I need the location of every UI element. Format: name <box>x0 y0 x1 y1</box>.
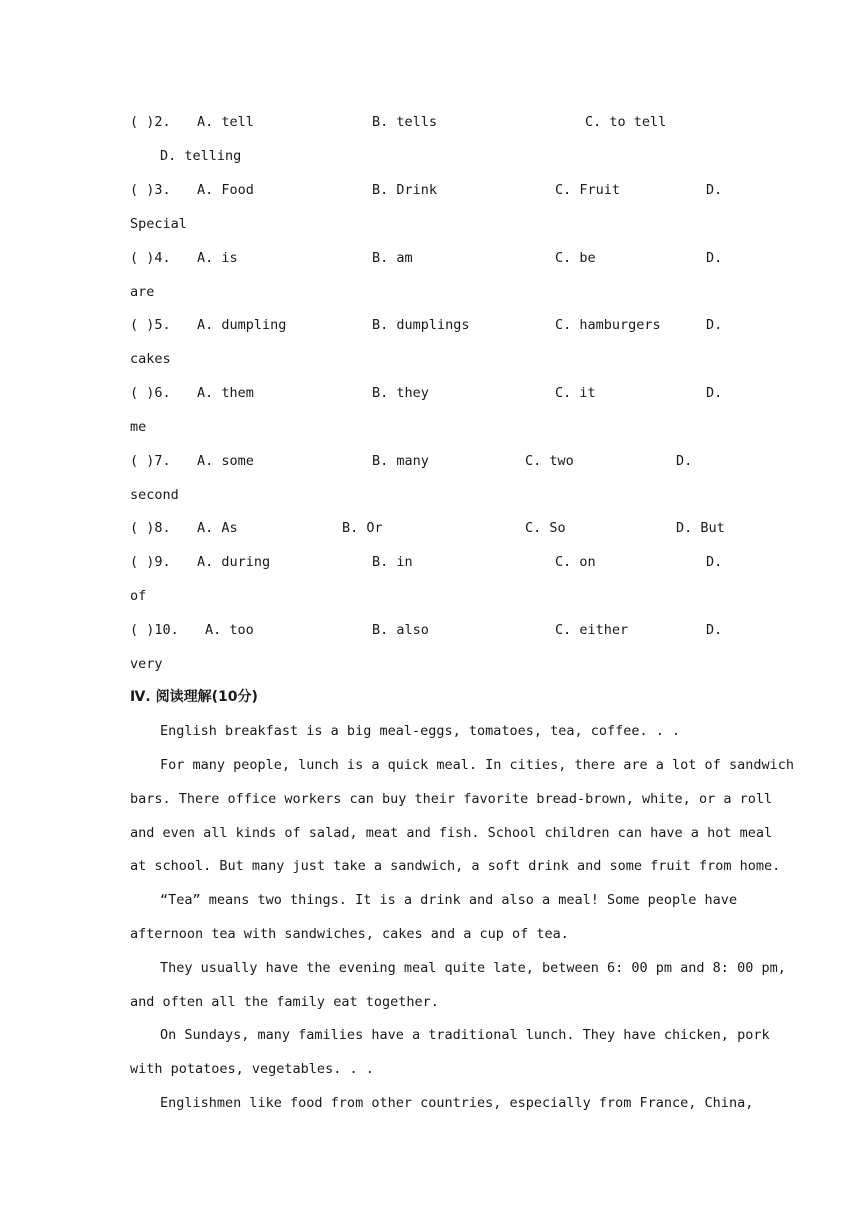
question-3-option-b: B. Drink <box>372 182 438 198</box>
question-9-option-d: D. <box>706 554 723 570</box>
question-10-option-d-text: very <box>130 656 163 672</box>
question-7-option-c: C. two <box>525 453 574 469</box>
question-7-option-a: A. some <box>197 453 254 469</box>
question-3-option-c: C. Fruit <box>555 182 621 198</box>
question-7-number: ( )7. <box>130 453 171 469</box>
passage-line: On Sundays, many families have a traditional lunch. They have chicken, pork <box>160 1027 770 1043</box>
question-9-option-b: B. in <box>372 554 413 570</box>
question-4-option-c: C. be <box>555 250 596 266</box>
question-2-option-b: B. tells <box>372 114 438 130</box>
question-3-option-d: D. <box>706 182 723 198</box>
question-5-option-c: C. hamburgers <box>555 317 661 333</box>
question-8-option-d: D. But <box>676 520 725 536</box>
question-4-number: ( )4. <box>130 250 171 266</box>
question-9-option-c: C. on <box>555 554 596 570</box>
question-10-number: ( )10. <box>130 622 179 638</box>
question-8-option-a: A. As <box>197 520 238 536</box>
question-7-option-d: D. <box>676 453 693 469</box>
question-6-option-c: C. it <box>555 385 596 401</box>
passage-line: “Tea” means two things. It is a drink and also a meal! Some people have <box>160 892 738 908</box>
passage-line: English breakfast is a big meal-eggs, tomatoes, tea, coffee. . . <box>160 723 681 739</box>
question-7-option-b: B. many <box>372 453 429 469</box>
passage-line: and even all kinds of salad, meat and fish. School children can have a hot meal <box>130 825 773 841</box>
question-4-option-b: B. am <box>372 250 413 266</box>
question-10-option-d: D. <box>706 622 723 638</box>
section-heading: Ⅳ. 阅读理解(10分) <box>130 689 258 705</box>
question-6-number: ( )6. <box>130 385 171 401</box>
question-9-option-d-text: of <box>130 588 147 604</box>
question-8-option-c: C. So <box>525 520 566 536</box>
question-8-number: ( )8. <box>130 520 171 536</box>
passage-line: For many people, lunch is a quick meal. In cities, there are a lot of sandwich <box>160 757 794 773</box>
question-8-option-b: B. Or <box>342 520 383 536</box>
passage-line: afternoon tea with sandwiches, cakes and a cup of tea. <box>130 926 569 942</box>
question-6-option-a: A. them <box>197 385 254 401</box>
question-6-option-b: B. they <box>372 385 429 401</box>
question-5-option-a: A. dumpling <box>197 317 287 333</box>
question-2-option-d: D. telling <box>160 148 242 164</box>
question-7-option-d-text: second <box>130 487 179 503</box>
passage-line: with potatoes, vegetables. . . <box>130 1061 374 1077</box>
question-10-option-a: A. too <box>205 622 254 638</box>
question-5-number: ( )5. <box>130 317 171 333</box>
question-2-option-a: A. tell <box>197 114 254 130</box>
passage-line: Englishmen like food from other countries, especially from France, China, <box>160 1095 754 1111</box>
question-10-option-b: B. also <box>372 622 429 638</box>
question-3-option-d-text: Special <box>130 216 187 232</box>
question-6-option-d: D. <box>706 385 723 401</box>
passage-line: and often all the family eat together. <box>130 994 439 1010</box>
question-5-option-d-text: cakes <box>130 351 171 367</box>
question-2-number: ( )2. <box>130 114 171 130</box>
question-10-option-c: C. either <box>555 622 629 638</box>
question-9-option-a: A. during <box>197 554 271 570</box>
question-4-option-d: D. <box>706 250 723 266</box>
passage-line: They usually have the evening meal quite late, between 6: 00 pm and 8: 00 pm, <box>160 960 786 976</box>
question-5-option-b: B. dumplings <box>372 317 470 333</box>
question-4-option-d-text: are <box>130 284 155 300</box>
question-3-number: ( )3. <box>130 182 171 198</box>
question-9-number: ( )9. <box>130 554 171 570</box>
question-6-option-d-text: me <box>130 419 147 435</box>
question-4-option-a: A. is <box>197 250 238 266</box>
question-2-option-c: C. to tell <box>585 114 667 130</box>
passage-line: bars. There office workers can buy their favorite bread-brown, white, or a roll <box>130 791 773 807</box>
question-5-option-d: D. <box>706 317 723 333</box>
passage-line: at school. But many just take a sandwich, a soft drink and some fruit from home. <box>130 858 781 874</box>
question-3-option-a: A. Food <box>197 182 254 198</box>
